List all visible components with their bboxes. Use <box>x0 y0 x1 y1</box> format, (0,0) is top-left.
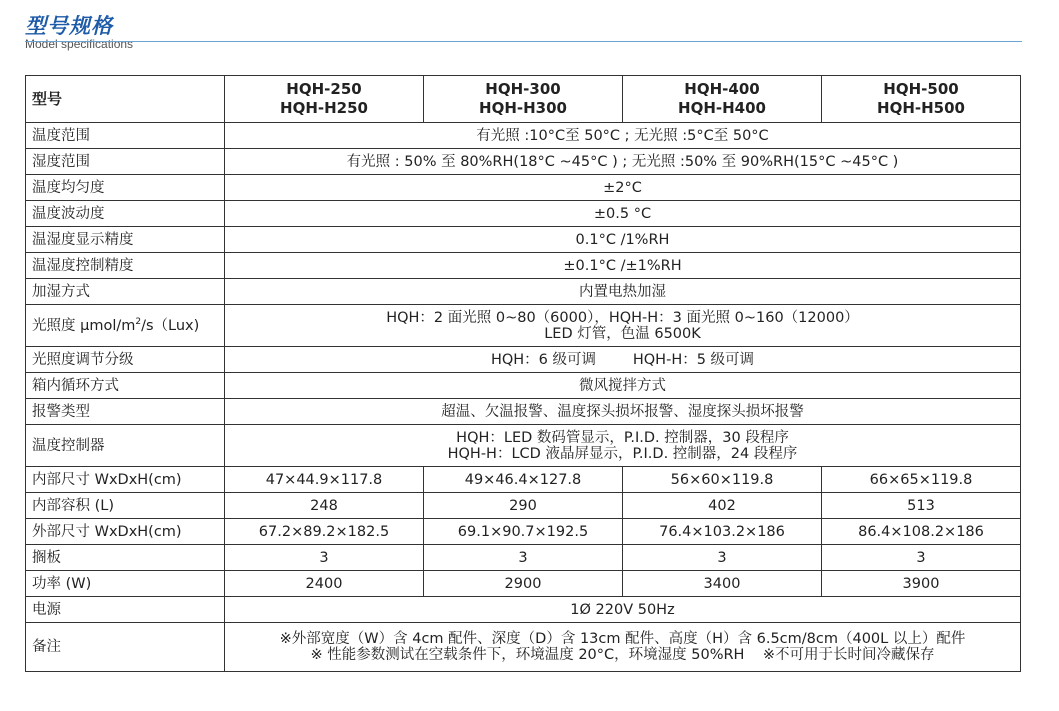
row-label: 电源 <box>26 597 225 623</box>
controller-line: HQH：LED 数码管显示，P.I.D. 控制器，30 段程序 <box>456 429 789 446</box>
header-divider <box>25 41 1022 42</box>
row-label: 温湿度控制精度 <box>26 253 225 279</box>
row-label: 温度均匀度 <box>26 175 225 201</box>
model-header-cell <box>424 76 623 123</box>
row-value: 0.1°C /1%RH <box>225 227 1021 253</box>
row-value: 内置电热加湿 <box>225 279 1021 305</box>
model-name-h: HQH-H400 <box>678 99 766 117</box>
note-line: ※外部宽度（W）含 4cm 配件、深度（D）含 13cm 配件、高度（H）含 6.5cm/8cm（400L 以上）配件 <box>279 631 966 647</box>
row-label: 温度控制器 <box>26 425 225 467</box>
row-value: ±0.1°C /±1%RH <box>225 253 1021 279</box>
model-name-h: HQH-H300 <box>479 99 567 117</box>
row-label: 光照度调节分级 <box>26 347 225 373</box>
cell-value: 66×65×119.8 <box>822 467 1021 493</box>
table-row <box>26 253 1021 279</box>
row-label: 温度波动度 <box>26 201 225 227</box>
cell-value: 290 <box>424 493 623 519</box>
model-header-cell <box>225 76 424 123</box>
table-row <box>26 123 1021 149</box>
row-label: 搁板 <box>26 545 225 571</box>
section-header <box>25 14 1022 51</box>
note-line: ※ 性能参数测试在空载条件下，环境温度 20°C，环境湿度 50%RH ※不可用于长时间冷藏保存 <box>310 647 935 663</box>
row-value <box>225 623 1021 672</box>
illuminance-line: LED 灯管，色温 6500K <box>544 325 701 342</box>
cell-value: 86.4×108.2×186 <box>822 519 1021 545</box>
cell-value: 3900 <box>822 571 1021 597</box>
row-value: 有光照 :10°C至 50°C ; 无光照 :5°C至 50°C <box>225 123 1021 149</box>
row-label: 温湿度显示精度 <box>26 227 225 253</box>
row-label: 内部容积 (L) <box>26 493 225 519</box>
section-title: 型号规格 <box>25 14 113 38</box>
table-row <box>26 399 1021 425</box>
model-name: HQH-500 <box>883 80 959 98</box>
model-name-h: HQH-H500 <box>877 99 965 117</box>
table-header-row <box>26 76 1021 123</box>
row-label: 报警类型 <box>26 399 225 425</box>
table-row <box>26 305 1021 347</box>
row-value <box>225 425 1021 467</box>
table-row <box>26 149 1021 175</box>
table-row <box>26 279 1021 305</box>
table-row <box>26 519 1021 545</box>
cell-value: 2400 <box>225 571 424 597</box>
table-row <box>26 201 1021 227</box>
row-label: 温度范围 <box>26 123 225 149</box>
row-value: ±2°C <box>225 175 1021 201</box>
model-name: HQH-250 <box>286 80 362 98</box>
row-value: 微风搅拌方式 <box>225 373 1021 399</box>
cell-value: 3 <box>424 545 623 571</box>
cell-value: 3 <box>225 545 424 571</box>
table-row <box>26 545 1021 571</box>
table-row <box>26 373 1021 399</box>
row-label: 湿度范围 <box>26 149 225 175</box>
model-name: HQH-300 <box>485 80 561 98</box>
row-label: 箱内循环方式 <box>26 373 225 399</box>
table-row <box>26 227 1021 253</box>
illuminance-label: 光照度 μmol/m <box>32 317 136 334</box>
row-label: 内部尺寸 WxDxH(cm) <box>26 467 225 493</box>
model-name: HQH-400 <box>684 80 760 98</box>
model-header-label: 型号 <box>26 76 225 123</box>
cell-value: 3 <box>822 545 1021 571</box>
table-row <box>26 493 1021 519</box>
illuminance-label-sup: 2 <box>135 316 142 327</box>
cell-value: 248 <box>225 493 424 519</box>
row-value: 1Ø 220V 50Hz <box>225 597 1021 623</box>
cell-value: 69.1×90.7×192.5 <box>424 519 623 545</box>
table-row <box>26 571 1021 597</box>
cell-value: 3400 <box>623 571 822 597</box>
table-row <box>26 175 1021 201</box>
cell-value: 402 <box>623 493 822 519</box>
cell-value: 3 <box>623 545 822 571</box>
row-value <box>225 305 1021 347</box>
table-row <box>26 425 1021 467</box>
row-label: 加湿方式 <box>26 279 225 305</box>
controller-line: HQH-H：LCD 液晶屏显示，P.I.D. 控制器，24 段程序 <box>447 445 798 462</box>
illuminance-line: HQH：2 面光照 0~80（6000），HQH-H：3 面光照 0~160（12000） <box>386 309 859 326</box>
row-label: 备注 <box>26 623 225 672</box>
row-value: 超温、欠温报警、温度探头损坏报警、湿度探头损坏报警 <box>225 399 1021 425</box>
table-row <box>26 467 1021 493</box>
row-value: 有光照 : 50% 至 80%RH(18°C ~45°C ) ; 无光照 :50% 至 90%RH(15°C ~45°C ) <box>225 149 1021 175</box>
row-label: 外部尺寸 WxDxH(cm) <box>26 519 225 545</box>
model-header-cell <box>822 76 1021 123</box>
row-value: ±0.5 °C <box>225 201 1021 227</box>
row-value: HQH：6 级可调 HQH-H：5 级可调 <box>225 347 1021 373</box>
cell-value: 2900 <box>424 571 623 597</box>
row-label: 功率 (W) <box>26 571 225 597</box>
spec-table <box>25 75 1021 672</box>
cell-value: 56×60×119.8 <box>623 467 822 493</box>
model-header-cell <box>623 76 822 123</box>
table-row <box>26 623 1021 672</box>
cell-value: 47×44.9×117.8 <box>225 467 424 493</box>
table-row <box>26 347 1021 373</box>
cell-value: 513 <box>822 493 1021 519</box>
cell-value: 67.2×89.2×182.5 <box>225 519 424 545</box>
row-label <box>26 305 225 347</box>
cell-value: 76.4×103.2×186 <box>623 519 822 545</box>
model-name-h: HQH-H250 <box>280 99 368 117</box>
cell-value: 49×46.4×127.8 <box>424 467 623 493</box>
table-row <box>26 597 1021 623</box>
illuminance-label-unit: /s（Lux) <box>141 317 200 334</box>
section-subtitle: Model specifications <box>25 37 134 51</box>
